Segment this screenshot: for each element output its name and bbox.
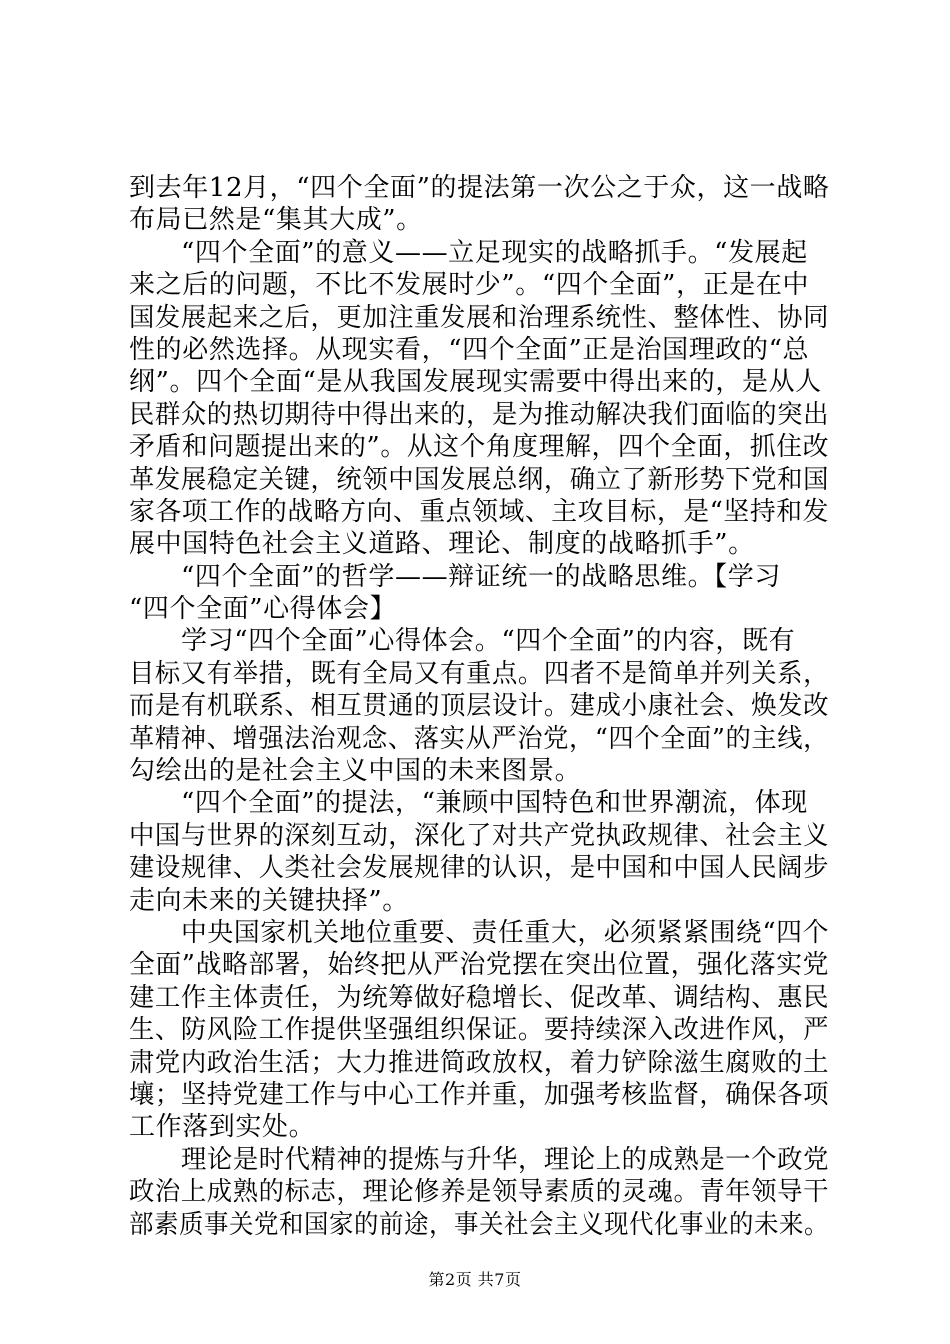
text-line: 性的必然选择。从现实看，“四个全面”正是治国理政的“总 [129, 334, 810, 365]
text-line: “四个全面”的提法，“兼顾中国特色和世界潮流，体现 [181, 788, 808, 819]
text-line: 全面”战略部署，始终把从严治党摆在突出位置，强化落实党 [129, 950, 829, 981]
text-line: 生、防风险工作提供坚强组织保证。要持续深入改进作风，严 [129, 1015, 829, 1046]
text-line: 中国与世界的深刻互动，深化了对共产党执政规律、社会主义 [129, 820, 829, 851]
text-line: 革发展稳定关键，统领中国发展总纲，确立了新形势下党和国 [129, 464, 829, 495]
text-line: 壤；坚持党建工作与中心工作并重，加强考核监督，确保各项 [129, 1079, 829, 1110]
text-line: “四个全面”的意义——立足现实的战略抓手。“发展起 [181, 237, 808, 268]
text-line: 走向未来的关键抉择”。 [129, 885, 409, 916]
text-line: 而是有机联系、相互贯通的顶层设计。建成小康社会、焕发改 [129, 691, 829, 722]
text-line: 学习“四个全面”心得体会。“四个全面”的内容，既有 [181, 626, 796, 657]
text-line: 矛盾和问题提出来的”。从这个角度理解，四个全面，抓住改 [129, 432, 829, 463]
text-line: “四个全面”的哲学——辩证统一的战略思维。【学习 [181, 561, 781, 592]
text-line: 目标又有举措，既有全局又有重点。四者不是简单并列关系， [129, 658, 829, 689]
text-line: 工作落到实处。 [129, 1112, 316, 1143]
text-line: 纲”。四个全面“是从我国发展现实需要中得出来的，是从人 [129, 367, 822, 398]
text-line: 政治上成熟的标志，理论修养是领导素质的灵魂。青年领导干 [129, 1177, 829, 1208]
text-line: 建设规律、人类社会发展规律的认识，是中国和中国人民阔步 [129, 853, 829, 884]
text-line: 革精神、增强法治观念、落实从严治党，“四个全面”的主线， [129, 723, 829, 754]
text-line: 来之后的问题，不比不发展时少”。“四个全面”，正是在中 [129, 270, 810, 301]
text-line: 勾绘出的是社会主义中国的未来图景。 [129, 756, 582, 787]
text-line: 部素质事关党和国家的前途，事关社会主义现代化事业的未来。 [129, 1209, 829, 1240]
text-line: 展中国特色社会主义道路、理论、制度的战略抓手”。 [129, 529, 755, 560]
text-line: 到去年12月，“四个全面”的提法第一次公之于众，这一战略 [129, 173, 830, 203]
text-line: 肃党内政治生活；大力推进简政放权，着力铲除滋生腐败的土 [129, 1047, 829, 1078]
text-line: “四个全面”心得体会】 [129, 594, 397, 625]
text-line: 家各项工作的战略方向、重点领域、主攻目标，是“坚持和发 [129, 496, 829, 527]
text-line: 布局已然是“集其大成”。 [129, 205, 423, 236]
text-line: 中央国家机关地位重要、责任重大，必须紧紧围绕“四个 [181, 917, 829, 948]
text-line: 国发展起来之后，更加注重发展和治理系统性、整体性、协同 [129, 302, 829, 333]
page-number-footer: 第2页 共7页 [428, 1270, 522, 1289]
text-line: 理论是时代精神的提炼与升华，理论上的成熟是一个政党 [181, 1144, 829, 1175]
text-line: 民群众的热切期待中得出来的，是为推动解决我们面临的突出 [129, 399, 829, 430]
text-line: 建工作主体责任，为统筹做好稳增长、促改革、调结构、惠民 [129, 982, 829, 1013]
document-body [129, 172, 829, 1241]
